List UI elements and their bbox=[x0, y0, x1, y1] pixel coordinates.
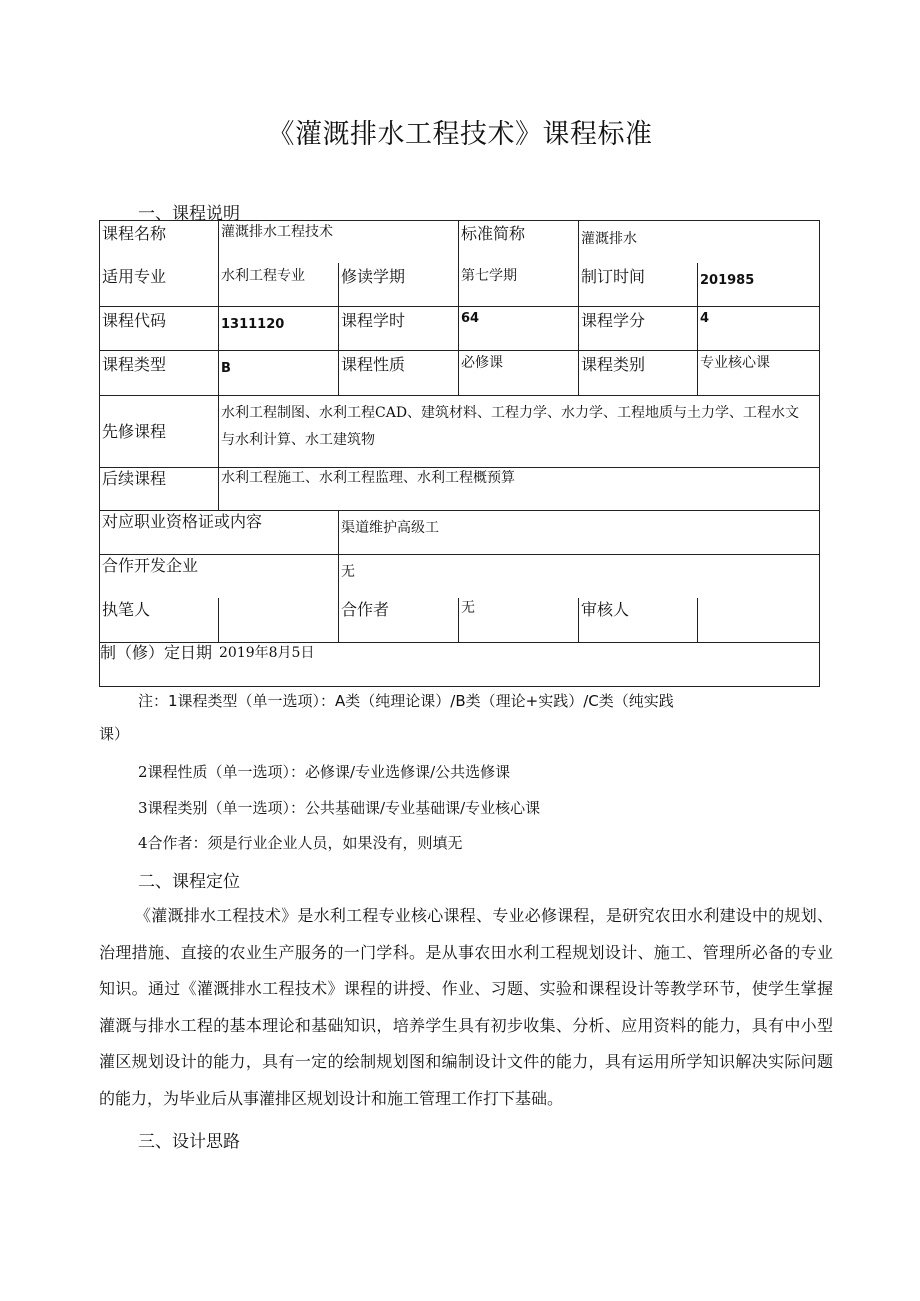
followup-label: 后续课程 bbox=[102, 469, 167, 488]
course-name-value: 灌溉排水工程技术 bbox=[221, 224, 333, 240]
category-value: 专业核心课 bbox=[700, 355, 770, 371]
major-label: 适用专业 bbox=[102, 267, 167, 286]
enterprise-value: 无 bbox=[341, 564, 355, 580]
major-value: 水利工程专业 bbox=[221, 268, 305, 284]
enterprise-label: 合作开发企业 bbox=[102, 556, 199, 575]
course-positioning-paragraph: 《灌溉排水工程技术》是水利工程专业核心课程、专业必修课程，是研究农田水利建设中的规划、治理措施、直接的农业生产服务的一门学科。是从事农田水利工程规划设计、施工、管理所必备的专业知识。通过《灌溉排水工程技术》课程的讲授、作业、习题、实验和课程设计等教学环节，使学生掌握灌溉与排水工程的基本理论和基础知识，培养学生具有初步收集、分析、应用资料的能力，具有中小型灌区规划设计的能力，具有一定的绘制规划图和编制设计文件的能力，具有运用所学知识解决实际问题的能力，为毕业后从事灌排区规划设计和施工管理工作打下基础。 bbox=[99, 906, 833, 1108]
writer-label: 执笔人 bbox=[102, 600, 151, 619]
std-abbr-value: 灌溉排水 bbox=[581, 231, 637, 247]
cert-value: 渠道维护高级工 bbox=[341, 520, 439, 536]
code-value: 1311120 bbox=[221, 317, 285, 332]
made-time-value: 201985 bbox=[700, 273, 755, 288]
cooperator-value: 无 bbox=[461, 600, 475, 616]
course-name-label: 课程名称 bbox=[102, 224, 167, 243]
std-abbr-label: 标准简称 bbox=[461, 224, 526, 243]
reviewer-label: 审核人 bbox=[581, 600, 630, 619]
category-label: 课程类别 bbox=[581, 355, 646, 374]
nature-label: 课程性质 bbox=[341, 355, 406, 374]
followup-value: 水利工程施工、水利工程监理、水利工程概预算 bbox=[221, 470, 515, 486]
date-value: 2019年8月5日 bbox=[219, 645, 315, 661]
code-label: 课程代码 bbox=[102, 311, 167, 330]
section-heading-3: 三、设计思路 bbox=[138, 1132, 240, 1152]
prereq-value: 水利工程制图、水利工程CAD、建筑材料、工程力学、水力学、工程地质与土力学、工程水文与水利计算、水工建筑物 bbox=[221, 405, 800, 448]
hours-label: 课程学时 bbox=[341, 311, 406, 330]
prereq-label: 先修课程 bbox=[102, 422, 167, 441]
credits-value: 4 bbox=[700, 311, 710, 326]
note-2: 2课程性质（单一选项）：必修课/专业选修课/公共选修课 bbox=[138, 763, 511, 781]
section-heading-2: 二、课程定位 bbox=[138, 872, 240, 892]
date-label: 制（修）定日期 bbox=[100, 643, 213, 662]
semester-value: 第七学期 bbox=[461, 268, 517, 284]
cooperator-label: 合作者 bbox=[341, 600, 390, 619]
note-3: 3课程类别（单一选项）：公共基础课/专业基础课/专业核心课 bbox=[138, 799, 541, 817]
semester-label: 修读学期 bbox=[341, 267, 406, 286]
type-value: B bbox=[221, 361, 231, 376]
note-1-continued: 课） bbox=[99, 725, 130, 743]
course-info-table bbox=[99, 220, 820, 686]
credits-label: 课程学分 bbox=[581, 311, 646, 330]
note-1: 注：1课程类型（单一选项）：A类（纯理论课）/B类（理论+实践）/C类（纯实践 bbox=[138, 692, 674, 710]
type-label: 课程类型 bbox=[102, 355, 167, 374]
made-time-label: 制订时间 bbox=[581, 267, 646, 286]
nature-value: 必修课 bbox=[461, 355, 503, 371]
section-heading-1: 一、课程说明 bbox=[138, 204, 240, 224]
note-4: 4合作者：须是行业企业人员，如果没有，则填无 bbox=[138, 834, 463, 852]
hours-value: 64 bbox=[461, 311, 480, 326]
cert-label: 对应职业资格证或内容 bbox=[102, 512, 263, 531]
page-title: 《灌溉排水工程技术》课程标准 bbox=[267, 119, 653, 150]
